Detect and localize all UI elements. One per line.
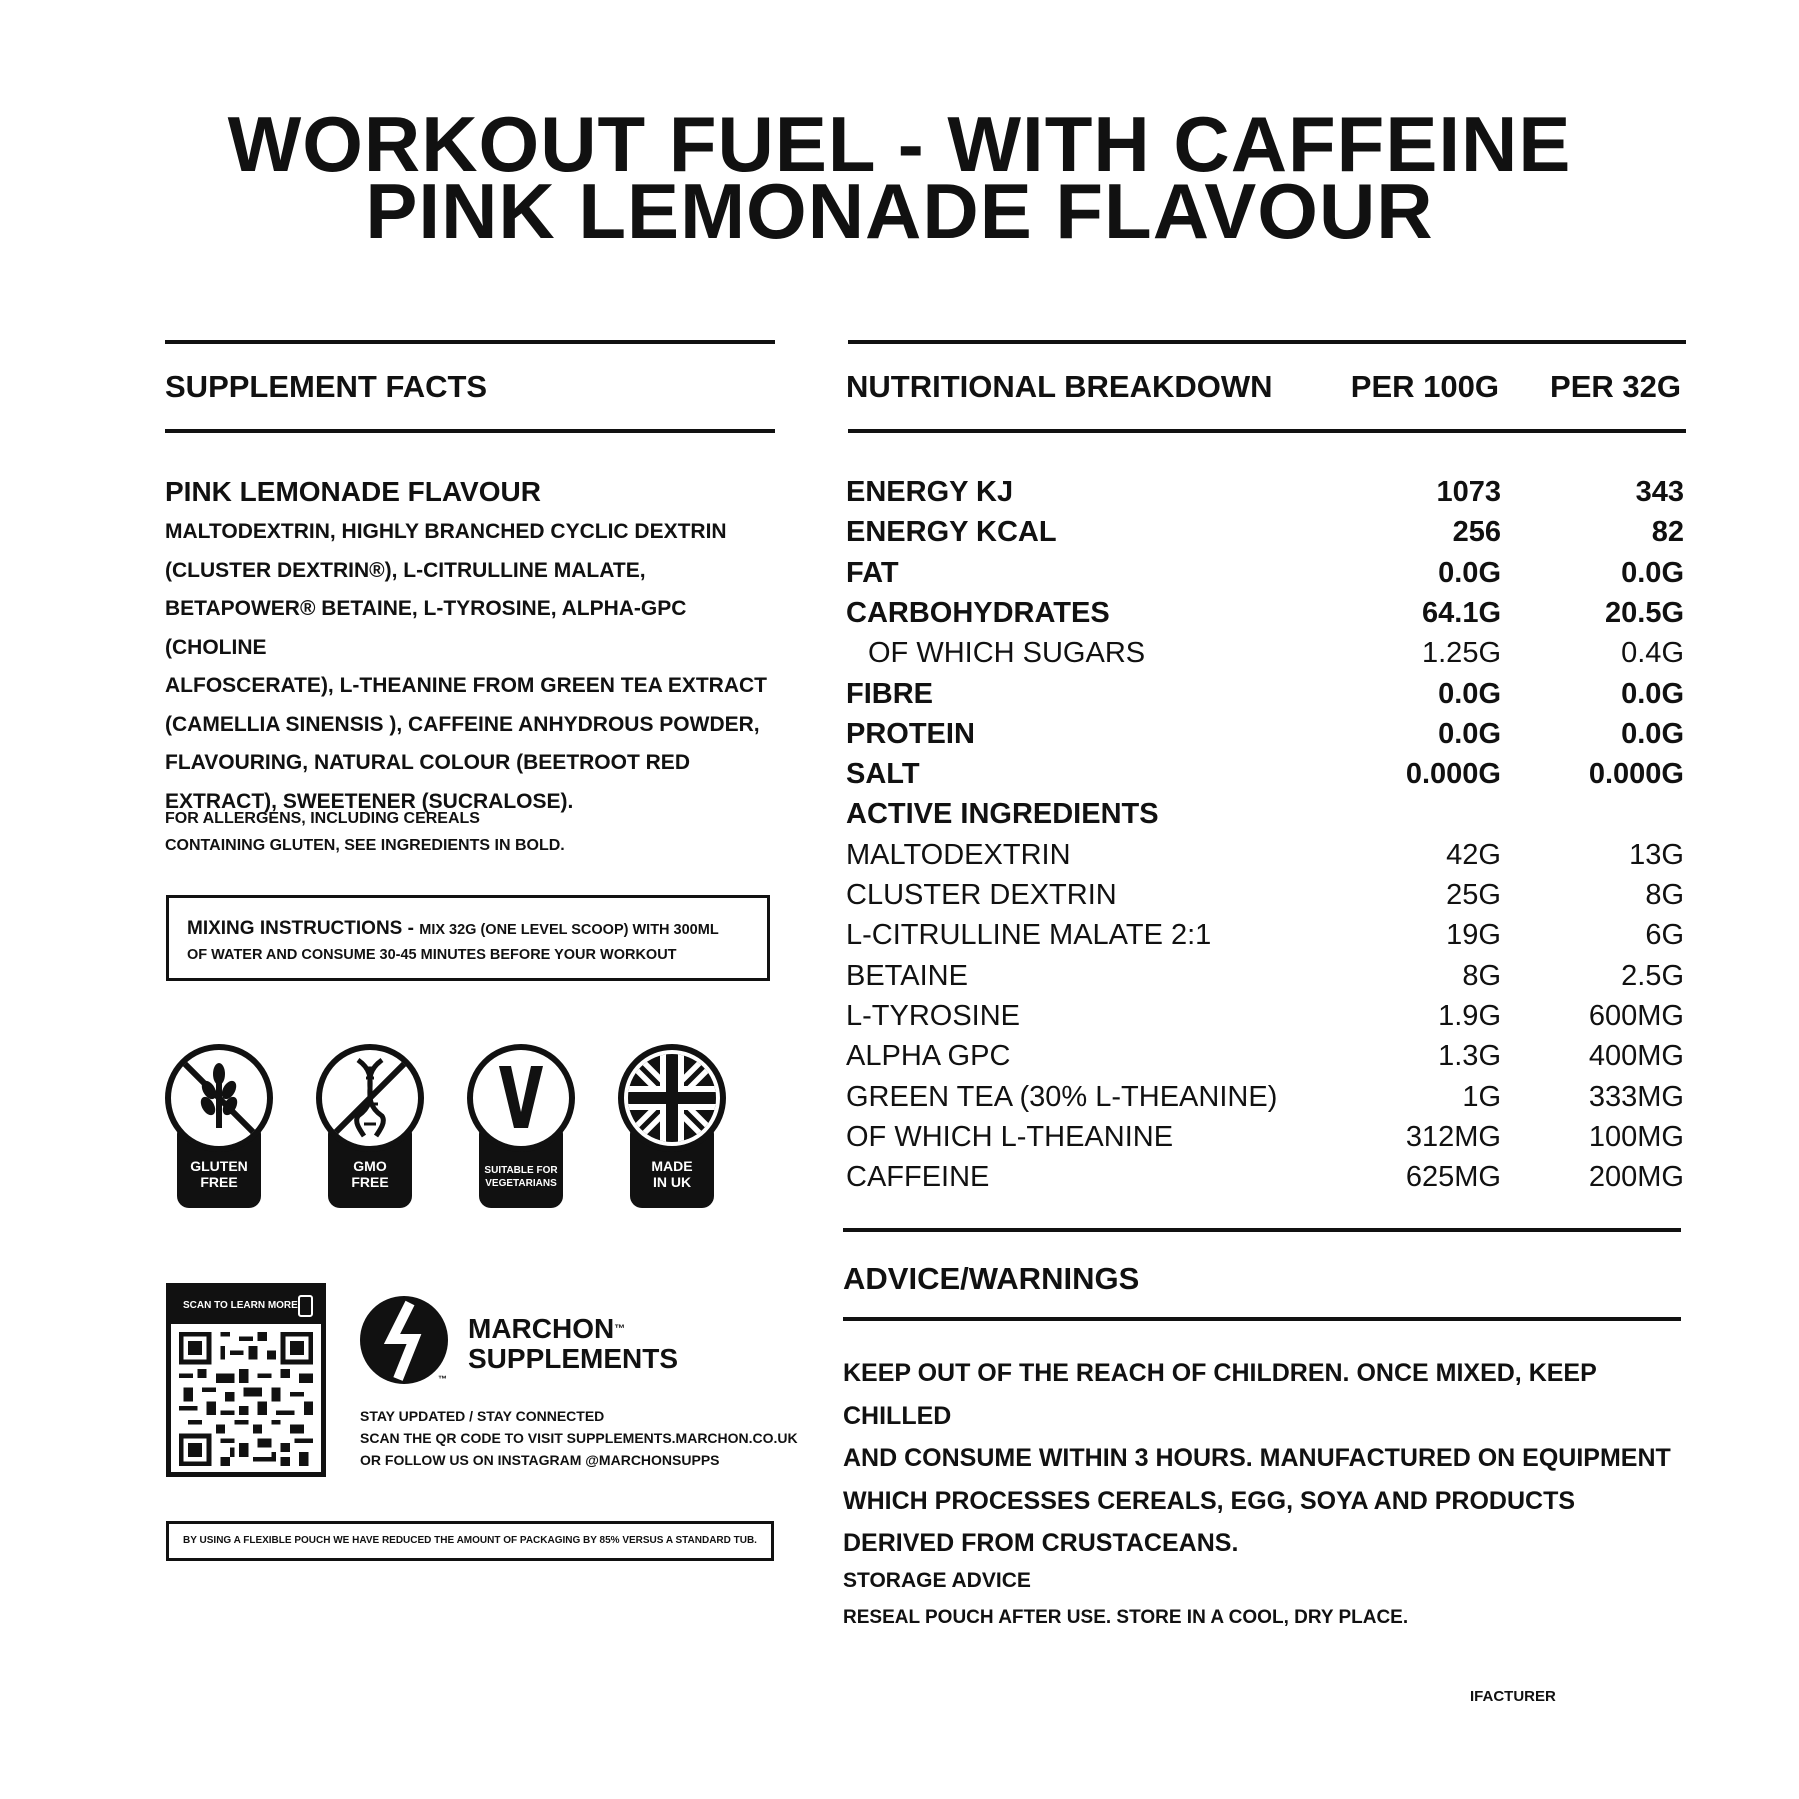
qr-code-panel[interactable] xyxy=(166,1283,326,1477)
social-line: SCAN THE QR CODE TO VISIT SUPPLEMENTS.MARCHON.CO.UK xyxy=(360,1430,798,1446)
badge-gluten-free xyxy=(163,1042,275,1210)
nutrition-row xyxy=(846,875,1684,915)
nutrition-value-per-100g: 25G xyxy=(1446,879,1501,911)
nutrition-label: L-CITRULLINE MALATE 2:1 xyxy=(846,919,1212,952)
badge-made-in-uk xyxy=(616,1042,728,1210)
nutrition-value-per-100g: 1G xyxy=(1462,1080,1501,1113)
advice-line: DERIVED FROM CRUSTACEANS. xyxy=(843,1529,1239,1557)
flavour-label: PINK LEMONADE FLAVOUR xyxy=(165,476,541,507)
badge-label xyxy=(181,1158,257,1190)
nutrition-row xyxy=(846,512,1684,552)
packaging-note: BY USING A FLEXIBLE POUCH WE HAVE REDUCED THE AMOUNT OF PACKAGING BY 85% VERSUS A STANDARD TUB. xyxy=(166,1521,774,1561)
nutrition-row xyxy=(846,674,1684,714)
ingredients-line: ALFOSCERATE), L-THEANINE FROM GREEN TEA EXTRACT xyxy=(165,674,767,697)
badge-gmo-free xyxy=(314,1042,426,1210)
allergen-line: FOR ALLERGENS, INCLUDING CEREALS xyxy=(165,810,480,827)
nutrition-value-per-100g: 0.0G xyxy=(1438,677,1501,710)
nutrition-label: CLUSTER DEXTRIN xyxy=(846,879,1117,911)
advice-heading: ADVICE/WARNINGS xyxy=(843,1261,1140,1296)
badge-line: FREE xyxy=(200,1174,238,1190)
nutrition-value-per-100g: 19G xyxy=(1446,919,1501,952)
page-title-line-2: PINK LEMONADE FLAVOUR xyxy=(365,167,1434,255)
ingredients-line: (CAMELLIA SINENSIS ), CAFFEINE ANHYDROUS POWDER, xyxy=(165,712,760,736)
nutrition-row xyxy=(846,996,1684,1036)
social-line: OR FOLLOW US ON INSTAGRAM @MARCHONSUPPS xyxy=(360,1452,720,1468)
nutrition-label: CARBOHYDRATES xyxy=(846,596,1110,629)
nutrition-row xyxy=(846,1036,1684,1076)
nutrition-value-per-32g: 13G xyxy=(1629,838,1684,871)
ingredients-line: MALTODEXTRIN, HIGHLY BRANCHED CYCLIC DEXTRIN xyxy=(165,520,727,543)
allergen-note xyxy=(165,805,785,859)
nutrition-label: BETAINE xyxy=(846,959,968,992)
nutrition-value-per-100g: 0.000G xyxy=(1405,758,1501,791)
badge-line: SUITABLE FOR xyxy=(484,1165,558,1176)
brand-word-1: MARCHON xyxy=(468,1313,615,1344)
nutrition-value-per-32g: 8G xyxy=(1645,879,1684,911)
nutrition-value-per-100g: 64.1G xyxy=(1422,596,1501,629)
badge-label xyxy=(634,1158,710,1190)
brand-trademark: ™ xyxy=(614,1323,626,1335)
badge-line: VEGETARIANS xyxy=(485,1178,557,1189)
nutrition-value-per-100g: 1.25G xyxy=(1422,637,1501,670)
nutrition-row xyxy=(846,754,1684,794)
badge-label xyxy=(332,1158,408,1190)
advice-bottom-rule xyxy=(843,1317,1681,1321)
nutrition-row xyxy=(846,915,1684,955)
brand-name xyxy=(468,1314,678,1374)
ingredients-line: BETAPOWER® BETAINE, L-TYROSINE, ALPHA-GPC (CHOLINE xyxy=(165,597,687,659)
nutrition-label: FAT xyxy=(846,556,899,589)
nutrition-value-per-32g: 400MG xyxy=(1588,1040,1684,1073)
badge-line: FREE xyxy=(351,1174,389,1190)
social-info xyxy=(360,1405,800,1471)
mixing-text-1: MIX 32G (ONE LEVEL SCOOP) WITH 300ML xyxy=(419,922,719,938)
nutrition-value-per-32g: 0.0G xyxy=(1621,717,1684,750)
badge-line: IN UK xyxy=(652,1174,692,1190)
advice-top-rule xyxy=(843,1228,1681,1232)
supplement-top-rule xyxy=(165,340,775,344)
ingredients-line: (CLUSTER DEXTRIN®), L-CITRULLINE MALATE, xyxy=(165,558,646,582)
page-title-line-1: WORKOUT FUEL - WITH CAFFEINE xyxy=(227,100,1572,188)
nutrition-label: ENERGY KCAL xyxy=(846,516,1057,549)
nutrition-row xyxy=(846,1077,1684,1117)
advice-line: AND CONSUME WITHIN 3 HOURS. MANUFACTURED ON EQUIPMENT xyxy=(843,1444,1671,1472)
mixing-instructions-box xyxy=(166,895,770,981)
nutrition-label: PROTEIN xyxy=(846,717,975,750)
allergen-line: CONTAINING GLUTEN, SEE INGREDIENTS IN BOLD. xyxy=(165,837,565,854)
ingredients-line: EXTRACT), SWEETENER (SUCRALOSE). xyxy=(165,789,574,813)
nutrition-value-per-100g: 1073 xyxy=(1436,476,1501,508)
nutrition-row xyxy=(846,956,1684,996)
nutrition-label: ALPHA GPC xyxy=(846,1040,1011,1073)
nutrition-value-per-32g: 100MG xyxy=(1588,1120,1684,1153)
nutrition-value-per-32g: 0.0G xyxy=(1621,556,1684,589)
phone-icon xyxy=(297,1295,315,1317)
nutrition-row xyxy=(846,1117,1684,1157)
nutrition-bottom-rule xyxy=(848,429,1686,433)
nutrition-label: L-TYROSINE xyxy=(846,999,1021,1032)
storage-text: RESEAL POUCH AFTER USE. STORE IN A COOL, DRY PLACE. xyxy=(843,1607,1409,1628)
nutrition-row xyxy=(846,593,1684,633)
nutrition-value-per-100g: 8G xyxy=(1462,959,1501,992)
ingredients-list xyxy=(165,513,785,821)
nutrition-row xyxy=(846,553,1684,593)
nutrition-label: SALT xyxy=(846,758,920,791)
advice-text xyxy=(843,1352,1683,1565)
badge-line: GLUTEN xyxy=(190,1158,248,1174)
ingredients-line: FLAVOURING, NATURAL COLOUR (BEETROOT RED xyxy=(165,751,690,774)
supplement-facts-heading: SUPPLEMENT FACTS xyxy=(165,369,488,404)
nutrition-value-per-32g: 82 xyxy=(1651,516,1684,549)
nutrition-value-per-32g: 0.000G xyxy=(1588,758,1684,791)
nutrition-row xyxy=(846,633,1684,673)
nutrition-label: GREEN TEA (30% L-THEANINE) xyxy=(846,1080,1278,1113)
nutrition-value-per-100g: 312MG xyxy=(1405,1120,1501,1153)
nutrition-top-rule xyxy=(848,340,1686,344)
nutrition-heading: NUTRITIONAL BREAKDOWN xyxy=(846,369,1273,404)
mixing-text-2: OF WATER AND CONSUME 30-45 MINUTES BEFORE YOUR WORKOUT xyxy=(187,947,677,963)
nutrition-value-per-100g: 1.3G xyxy=(1438,1040,1501,1073)
nutrition-value-per-100g: 0.0G xyxy=(1438,556,1501,589)
nutrition-value-per-32g: 0.4G xyxy=(1621,637,1684,670)
nutrition-value-per-100g: 256 xyxy=(1452,516,1501,549)
nutrition-value-per-32g: 333MG xyxy=(1588,1080,1684,1113)
nutrition-value-per-100g: 1.9G xyxy=(1438,999,1501,1032)
brand-line-1 xyxy=(468,1314,678,1344)
nutrition-value-per-32g: 20.5G xyxy=(1605,596,1684,629)
nutrition-value-per-32g: 0.0G xyxy=(1621,677,1684,710)
nutrition-label: ACTIVE INGREDIENTS xyxy=(846,798,1159,831)
nutrition-label: ENERGY KJ xyxy=(846,476,1014,508)
nutrition-value-per-100g: 0.0G xyxy=(1438,717,1501,750)
nutrition-value-per-32g: 200MG xyxy=(1588,1161,1684,1194)
nutrition-row xyxy=(846,835,1684,875)
advice-line: WHICH PROCESSES CEREALS, EGG, SOYA AND PRODUCTS xyxy=(843,1486,1576,1515)
badge-line: MADE xyxy=(651,1158,693,1174)
nutrition-label: OF WHICH L-THEANINE xyxy=(846,1120,1174,1153)
nutrition-col-per-32g: PER 32G xyxy=(1550,369,1681,404)
brand-line-2: SUPPLEMENTS xyxy=(468,1343,679,1374)
badge-vegetarian xyxy=(465,1042,577,1210)
nutrition-row xyxy=(846,714,1684,754)
nutrition-row xyxy=(846,1157,1684,1197)
nutrition-value-per-100g: 625MG xyxy=(1405,1161,1501,1194)
storage-heading: STORAGE ADVICE xyxy=(843,1569,1031,1592)
mixing-line-1 xyxy=(187,916,749,943)
qr-label-text: SCAN TO LEARN MORE xyxy=(183,1300,298,1311)
nutrition-value-per-32g: 6G xyxy=(1645,919,1684,952)
nutrition-label: CAFFEINE xyxy=(846,1161,990,1194)
nutrition-value-per-32g: 2.5G xyxy=(1621,959,1684,992)
badge-line: GMO xyxy=(353,1158,387,1174)
nutrition-value-per-100g: 42G xyxy=(1446,838,1501,871)
nutrition-row xyxy=(846,794,1684,834)
nutrition-row xyxy=(846,472,1684,512)
qr-code-icon xyxy=(179,1332,313,1466)
advice-line: KEEP OUT OF THE REACH OF CHILDREN. ONCE MIXED, KEEP CHILLED xyxy=(843,1359,1597,1430)
nutrition-label: FIBRE xyxy=(846,677,933,710)
supplement-bottom-rule xyxy=(165,429,775,433)
nutrition-label: MALTODEXTRIN xyxy=(846,838,1071,871)
social-line: STAY UPDATED / STAY CONNECTED xyxy=(360,1408,605,1424)
logo-trademark: ™ xyxy=(438,1374,447,1384)
footer-fragment: IFACTURER xyxy=(1470,1688,1556,1705)
mixing-lead: MIXING INSTRUCTIONS - xyxy=(187,918,420,939)
nutrition-value-per-32g: 600MG xyxy=(1588,999,1684,1032)
nutrition-value-per-32g: 343 xyxy=(1635,476,1684,508)
badge-label xyxy=(483,1164,559,1190)
nutrition-label: OF WHICH SUGARS xyxy=(868,637,1146,670)
nutrition-col-per-100g: PER 100G xyxy=(1350,369,1499,404)
